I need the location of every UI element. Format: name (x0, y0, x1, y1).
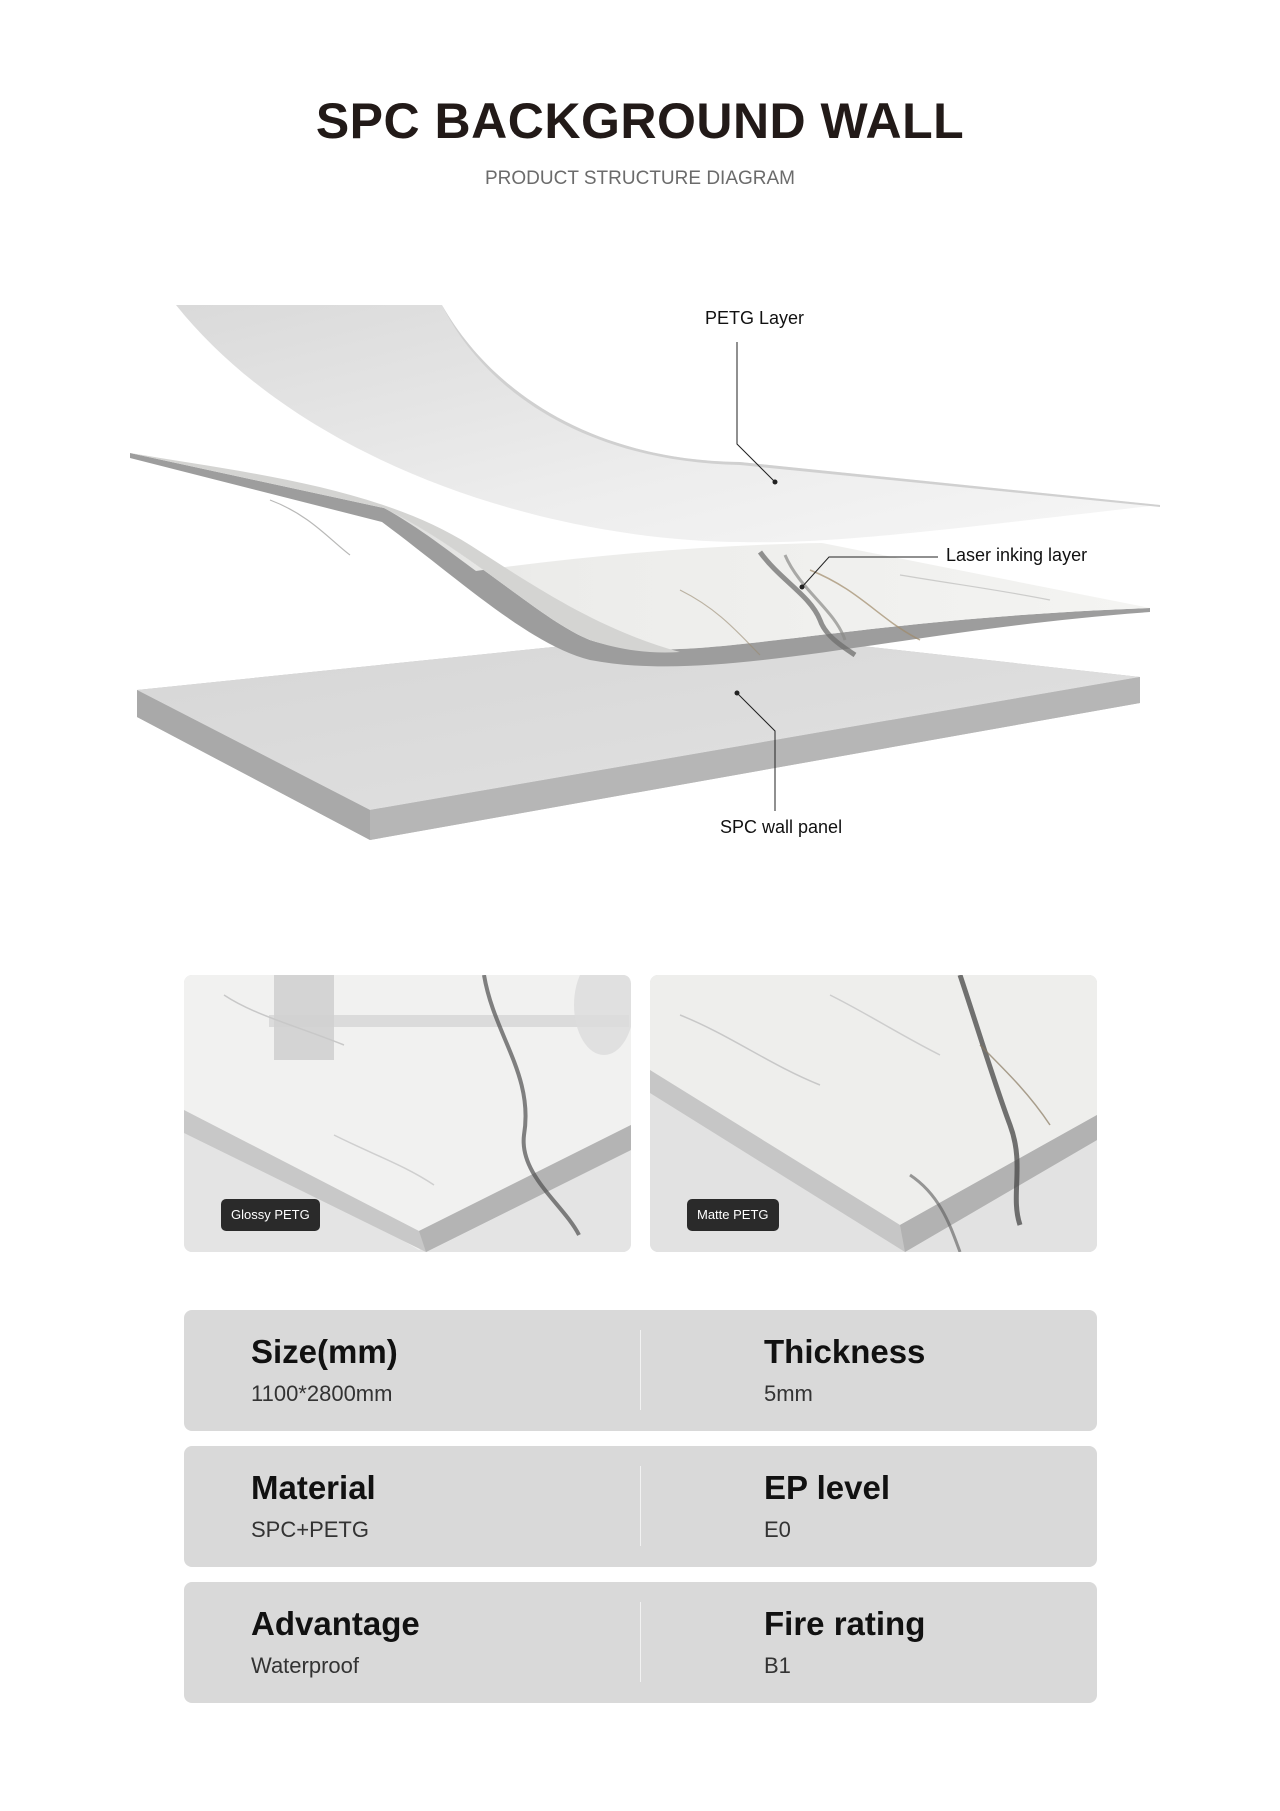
matte-petg-badge: Matte PETG (687, 1199, 779, 1231)
spec-row (184, 1582, 1097, 1703)
finish-photos (184, 975, 1097, 1252)
spec-label: Thickness (764, 1333, 926, 1370)
spec-row (184, 1310, 1097, 1431)
structure-diagram (120, 290, 1170, 890)
spec-label: Size(mm) (251, 1333, 398, 1370)
callout-spc-wall-panel: SPC wall panel (720, 817, 843, 837)
callout-petg-layer: PETG Layer (705, 308, 805, 328)
spec-advantage (251, 1604, 420, 1680)
specifications (184, 1310, 1097, 1718)
spec-label: EP level (764, 1469, 890, 1506)
glossy-petg-badge: Glossy PETG (221, 1199, 320, 1231)
spec-thickness (764, 1332, 925, 1408)
spec-value: 5mm (764, 1381, 813, 1406)
spec-divider (640, 1466, 641, 1546)
spec-label: Advantage (251, 1605, 420, 1642)
spec-label: Material (251, 1469, 376, 1506)
spec-size (251, 1332, 398, 1408)
layer-illustration (120, 290, 1170, 890)
spec-divider (640, 1330, 641, 1410)
page-title: SPC BACKGROUND WALL (315, 93, 965, 149)
spec-divider (640, 1602, 641, 1682)
glossy-petg-photo (184, 975, 631, 1252)
spec-material (251, 1468, 376, 1544)
spec-ep-level (764, 1468, 890, 1544)
spec-value: Waterproof (251, 1653, 360, 1678)
spec-value: E0 (764, 1517, 791, 1542)
spec-value: 1100*2800mm (251, 1381, 393, 1406)
callout-laser-inking-layer: Laser inking layer (946, 545, 1088, 565)
spec-label: Fire rating (764, 1605, 926, 1642)
spec-value: B1 (764, 1653, 791, 1678)
spec-row (184, 1446, 1097, 1567)
page-subtitle: PRODUCT STRUCTURE DIAGRAM (485, 168, 795, 189)
spec-fire-rating (764, 1604, 925, 1680)
spec-value: SPC+PETG (251, 1517, 369, 1542)
matte-petg-photo (650, 975, 1097, 1252)
